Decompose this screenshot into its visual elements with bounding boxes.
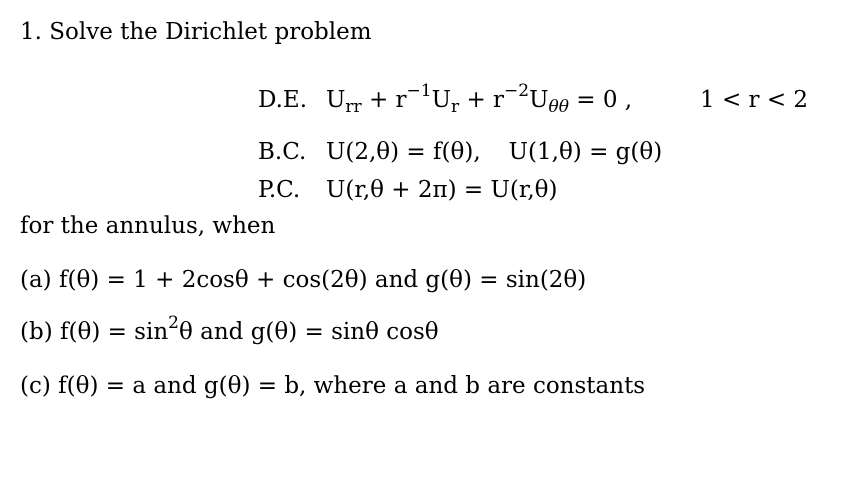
bc-eq1: U(2,θ) = f(θ), bbox=[326, 139, 481, 165]
de-term-u: U bbox=[326, 87, 346, 113]
case-b-sup: 2 bbox=[168, 313, 179, 333]
de-sup-neg1: −1 bbox=[406, 81, 432, 101]
case-b bbox=[20, 313, 439, 346]
de-sup-neg2: −2 bbox=[504, 81, 530, 101]
case-b-part2: θ and g(θ) = sinθ cosθ bbox=[178, 319, 439, 345]
de-sub-r: r bbox=[451, 97, 460, 117]
bc-label: B.C. bbox=[258, 139, 307, 165]
de-term-u3: U bbox=[529, 87, 549, 113]
pc-label: P.C. bbox=[258, 177, 301, 203]
periodic-condition bbox=[258, 176, 557, 204]
case-a: (a) f(θ) = 1 + 2cosθ + cos(2θ) and g(θ) = sin(2θ) bbox=[20, 267, 587, 293]
de-domain: 1 < r < 2 bbox=[700, 87, 809, 113]
problem-heading: 1. Solve the Dirichlet problem bbox=[20, 19, 372, 45]
de-plus-r2: + r bbox=[459, 87, 505, 113]
de-sub-rr: rr bbox=[345, 97, 362, 117]
de-label: D.E. bbox=[258, 87, 308, 113]
pc-eq: U(r,θ + 2π) = U(r,θ) bbox=[326, 177, 558, 203]
de-sub-thetatheta: θθ bbox=[548, 97, 569, 117]
annulus-context: for the annulus, when bbox=[20, 213, 276, 239]
de-equals-zero: = 0 , bbox=[568, 87, 633, 113]
bc-eq2: U(1,θ) = g(θ) bbox=[508, 139, 663, 165]
boundary-conditions bbox=[258, 138, 662, 166]
differential-equation bbox=[258, 81, 633, 117]
case-b-part1: (b) f(θ) = sin bbox=[20, 319, 169, 345]
de-plus-r: + r bbox=[361, 87, 407, 113]
de-term-u2: U bbox=[431, 87, 451, 113]
case-c: (c) f(θ) = a and g(θ) = b, where a and b are constants bbox=[20, 373, 646, 399]
